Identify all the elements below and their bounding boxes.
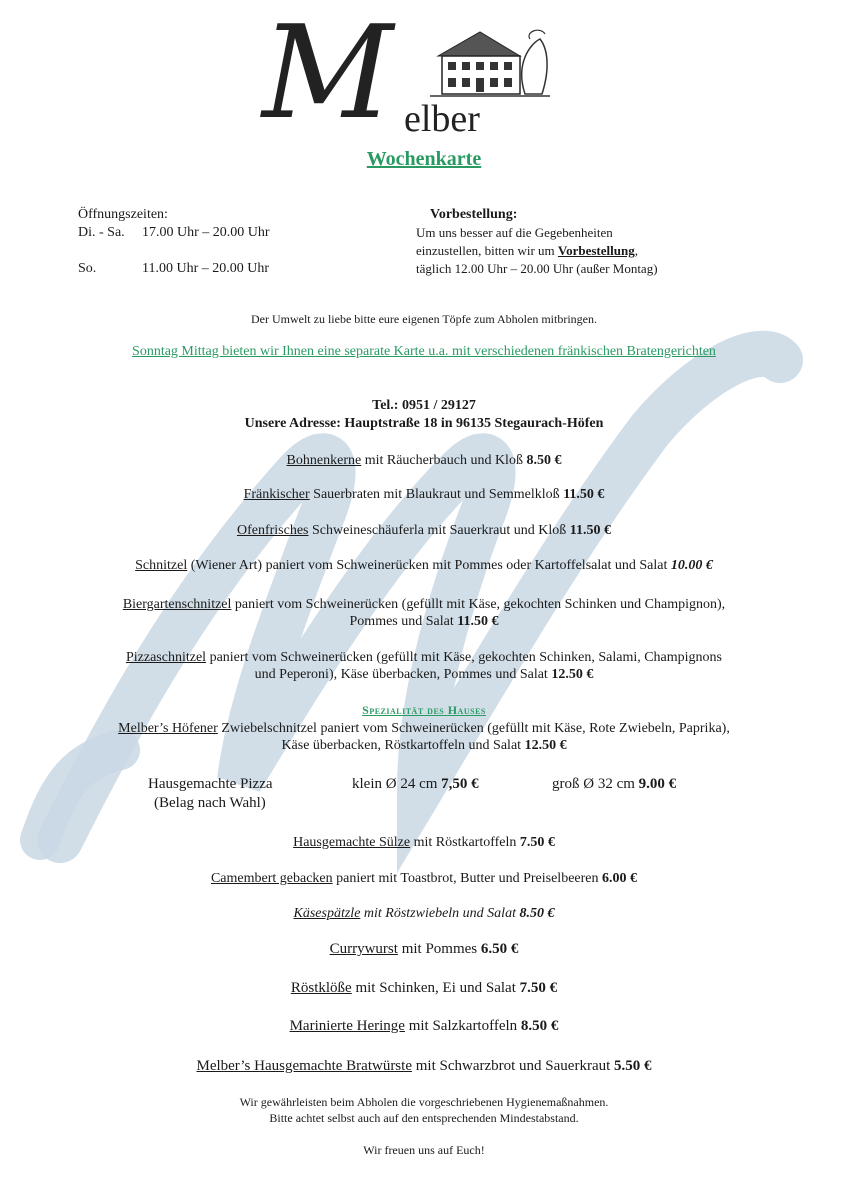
opening-heading: Öffnungszeiten: (78, 207, 168, 222)
preorder-line2: einzustellen, bitten wir um Vorbestellung, (416, 243, 638, 258)
menu-item: Ofenfrisches Schweineschäuferla mit Sauerkraut und Kloß 11.50 € (236, 523, 612, 538)
specialty-heading: Spezialität des Hauses (362, 703, 486, 717)
menu-item: Melber’s Hausgemachte Bratwürste mit Schwarzbrot und Sauerkraut 5.50 € (196, 1058, 652, 1074)
house-logo-icon (430, 24, 550, 104)
pizza-item (148, 776, 318, 812)
environment-note: Der Umwelt zu liebe bitte eure eigenen Töpfe zum Abholen mitbringen. (250, 312, 597, 326)
menu-item: Käsespätzle mit Röstzwiebeln und Salat 8.50 € (293, 906, 555, 921)
footer-greeting: Wir freuen uns auf Euch! (363, 1143, 485, 1157)
preorder-line3: täglich 12.00 Uhr – 20.00 Uhr (außer Montag) (416, 261, 658, 276)
menu-item: Fränkischer Sauerbraten mit Blaukraut und Semmelkloß 11.50 € (243, 487, 605, 502)
pizza-note: (Belag nach Wahl) (154, 795, 266, 811)
menu-item: Hausgemachte Sülze mit Röstkartoffeln 7.50 € (293, 835, 555, 850)
menu-item: Bohnenkerne mit Räucherbauch und Kloß 8.50 € (286, 453, 562, 468)
menu-item: Marinierte Heringe mit Salzkartoffeln 8.50 € (289, 1018, 559, 1034)
preorder-heading: Vorbestellung: (430, 207, 518, 222)
pizza-name: Hausgemachte Pizza (148, 776, 273, 792)
footer-hygiene: Wir gewährleisten beim Abholen die vorgeschriebenen Hygienemaßnahmen. (239, 1095, 609, 1109)
menu-item: Pizzaschnitzel paniert vom Schweinerücken (gefüllt mit Käse, gekochten Schinken, Salami, Champignons und Peperoni), Käse überbacken, Pommes und Salat 12.50 € (125, 650, 722, 682)
opening-row-weekdays: Di. - Sa. 17.00 Uhr – 20.00 Uhr (78, 225, 270, 240)
logo-initial: M (262, 0, 394, 148)
menu-item: Röstklöße mit Schinken, Ei und Salat 7.50 € (290, 980, 558, 996)
logo-wordmark: elber (404, 98, 480, 140)
page-title: Wochenkarte (366, 148, 482, 170)
opening-hours (78, 206, 398, 278)
footer-distance: Bitte achtet selbst auch auf den entsprechenden Mindestabstand. (269, 1111, 579, 1125)
pizza-small: klein Ø 24 cm 7,50 € (352, 776, 479, 792)
opening-row-sunday: So. 11.00 Uhr – 20.00 Uhr (78, 261, 270, 276)
menu-item: Currywurst mit Pommes 6.50 € (329, 941, 519, 957)
sunday-menu-note: Sonntag Mittag bieten wir Ihnen eine separate Karte u.a. mit verschiedenen fränkischen Bratengerichten (132, 344, 716, 359)
menu-item: Melber’s Höfener Zwiebelschnitzel paniert vom Schweinerücken (gefüllt mit Käse, Rote Zwiebeln, Paprika), Käse überbacken, Röstkartoffeln und Salat 12.50 € (118, 721, 730, 753)
phone-number: Tel.: 0951 / 29127 (372, 398, 476, 413)
pizza-large: groß Ø 32 cm 9.00 € (552, 776, 677, 792)
preorder-info (416, 206, 816, 278)
menu-item: Biergartenschnitzel paniert vom Schweinerücken (gefüllt mit Käse, gekochten Schinken und Champignon), Pommes und Salat 11.50 € (122, 597, 726, 629)
menu-item: Schnitzel (Wiener Art) paniert vom Schweinerücken mit Pommes oder Kartoffelsalat und Salat 10.00 € (135, 558, 713, 573)
address: Unsere Adresse: Hauptstraße 18 in 96135 Stegaurach-Höfen (244, 416, 604, 431)
menu-item: Camembert gebacken paniert mit Toastbrot, Butter und Preiselbeeren 6.00 € (210, 871, 638, 886)
preorder-line1: Um uns besser auf die Gegebenheiten (416, 225, 613, 240)
